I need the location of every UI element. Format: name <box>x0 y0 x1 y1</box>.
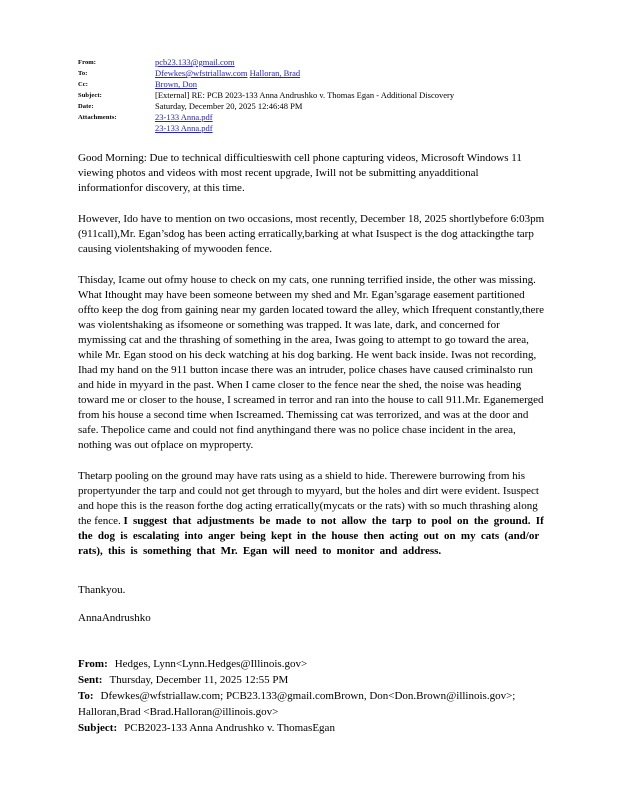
quoted-from-value: Hedges, Lynn<Lynn.Hedges@Illinois.gov> <box>114 658 308 670</box>
quoted-to-row <box>78 688 558 720</box>
from-address-link[interactable]: pcb23.133@gmail.com <box>155 57 235 67</box>
subject-label: Subject: <box>78 92 102 99</box>
body-paragraph-2: However, Ido have to mention on two occasions, most recently, December 18, 2025 shortlybefore 6:03pm (911call),Mr. Egan’sdog has been acting erratically,barking at what Isuspect is the dog attackingthe tarp causing violentshaking of mywooden fence. <box>78 213 545 255</box>
attachments-label: Attachments: <box>78 114 117 121</box>
body-paragraph-4-emphasis: I suggest that adjustments be made to not allow the tarp to pool on the ground. If the dog is escalating into anger being kept in the house then acting out on my cats (and/or rats), this is something that Mr. Egan will need to monitor and address. <box>78 515 544 557</box>
meta-row-date <box>78 101 545 112</box>
quoted-to-label: To: <box>78 690 94 702</box>
quoted-sent-label: Sent: <box>78 674 103 686</box>
signature-name: AnnaAndrushko <box>78 612 151 624</box>
date-label: Date: <box>78 103 94 110</box>
quoted-subject-value: PCB2023-133 Anna Andrushko v. ThomasEgan <box>124 722 335 734</box>
from-value <box>155 57 235 68</box>
from-label: From: <box>78 59 97 66</box>
to-address-link-2[interactable]: Halloran, Brad <box>249 68 301 78</box>
body-paragraph-4-normal: Thetarp pooling on the ground may have rats using as a shield to hide. Therewere burrowing from his propertyunder the tarp and could not get through to myyard, but the holes and dirt were evident. Isuspect and hope this is the reason forthe dog acting erratically(mycats or the rats) with so much thrashing along the fence. <box>78 470 539 527</box>
attachments-value <box>155 112 213 134</box>
to-value <box>155 68 300 79</box>
quoted-sent-row <box>78 672 558 688</box>
to-label: To: <box>78 70 88 77</box>
meta-row-cc <box>78 79 545 90</box>
quoted-from-row <box>78 656 558 672</box>
body-paragraph-1: Good Morning: Due to technical difficultieswith cell phone capturing videos, Microsoft Windows 11 viewing photos and videos with most recent upgrade, Iwill not be submitting anyadditional informationfor discovery, at this time. <box>78 152 522 194</box>
meta-row-from <box>78 57 545 68</box>
body-paragraph-4 <box>78 469 545 559</box>
quoted-sent-value: Thursday, December 11, 2025 12:55 PM <box>109 674 289 686</box>
quoted-subject-row <box>78 720 558 736</box>
cc-address-link[interactable]: Brown, Don <box>155 79 198 89</box>
email-meta-header <box>0 0 618 134</box>
cc-label: Cc: <box>78 81 89 88</box>
meta-row-attachments <box>78 112 545 134</box>
closing-text: Thankyou. <box>78 584 126 596</box>
cc-value <box>155 79 197 90</box>
quoted-to-value: Dfewkes@wfstriallaw.com; PCB23.133@gmail.comBrown, Don<Don.Brown@illinois.gov>; Halloran,Brad <Brad.Halloran@illinois.gov> <box>78 690 516 718</box>
quoted-from-label: From: <box>78 658 108 670</box>
to-address-link-1[interactable]: Dfewkes@wfstriallaw.com <box>155 68 248 78</box>
body-paragraph-3: Thisday, Icame out ofmy house to check on my cats, one running terrified inside, the other was missing. What Ithought may have been someone between my shed and Mr. Egan’sgarage easement partitioned offto keep the dog from gaining near my garden located toward the alley, which Ifrequent constantly,there was violentshaking as ifsomeone or something was trapped. It was late, dark, and concerned for mymissing cat and the thrashing of something in the area, Iwas going to attempt to go toward the area, while Mr. Egan stood on his deck watching at his dog barking. He went back inside. Iwas not recording, Ihad my hand on the 911 button incase there was an intruder, police chases have caused criminalsto run and hide in myyard in the past. When I came closer to the fence near the shed, the noise was heading toward me or closer to the house, I screamed in terror and ran into the house to call 911.Mr. Eganemerged from his house a second time when Iscreamed. Themissing cat was terrorized, and was at the door and safe. Thepolice came and could not find anythingand there was no police chase incident in the area, nothing was out ofplace on myproperty. <box>78 274 545 451</box>
meta-row-subject <box>78 90 545 101</box>
attachment-link-2[interactable]: 23-133 Anna.pdf <box>155 123 213 133</box>
quoted-subject-label: Subject: <box>78 722 118 734</box>
meta-row-to <box>78 68 545 79</box>
email-body <box>0 134 618 626</box>
subject-value: [External] RE: PCB 2023-133 Anna Andrushko v. Thomas Egan - Additional Discovery <box>155 90 455 100</box>
attachment-link-1[interactable]: 23-133 Anna.pdf <box>155 112 213 122</box>
quoted-email-header <box>0 644 618 736</box>
date-value: Saturday, December 20, 2025 12:46:48 PM <box>155 101 303 111</box>
